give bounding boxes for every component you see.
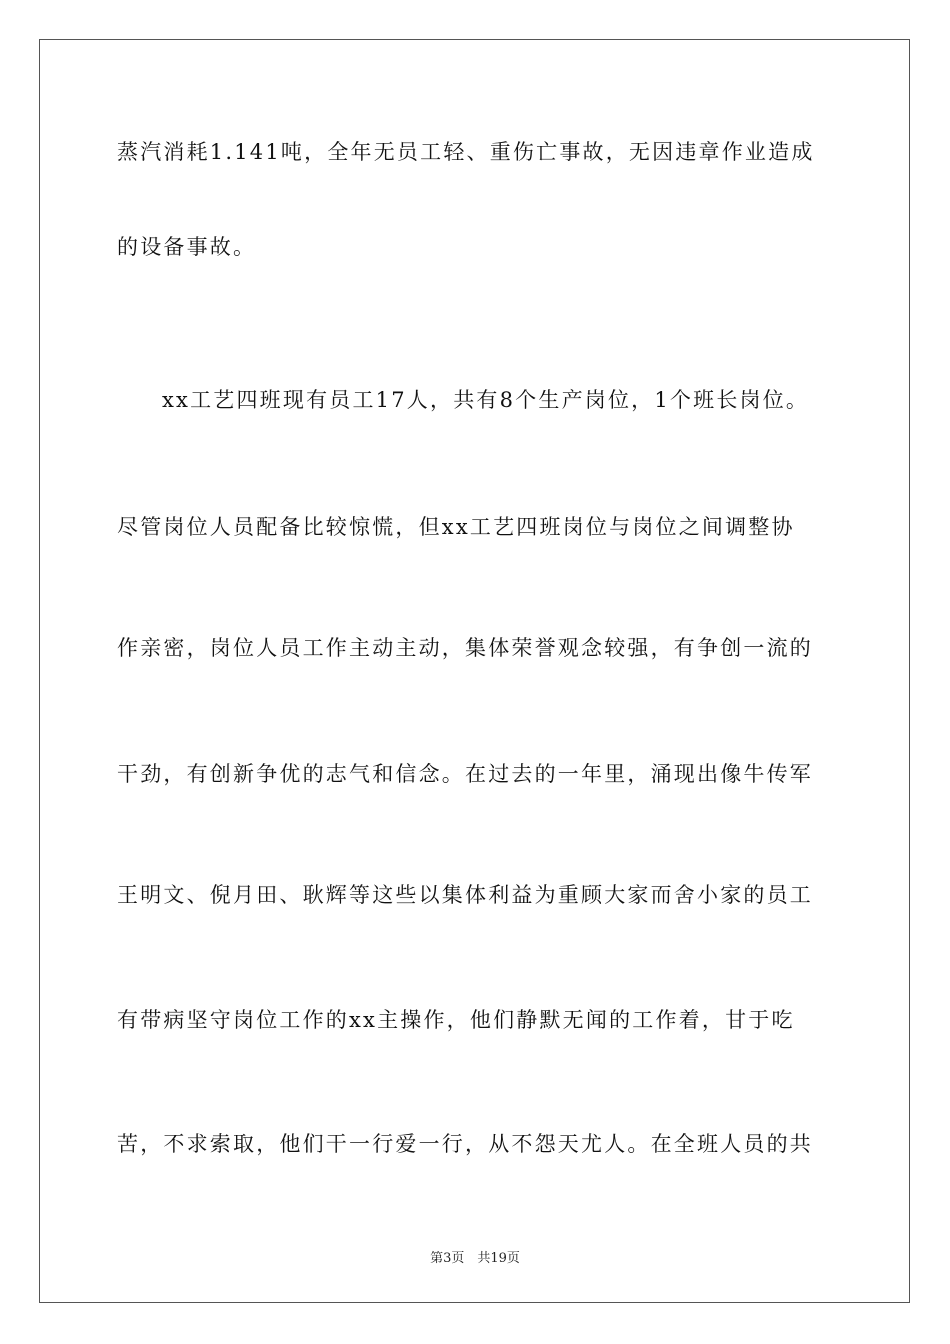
text-line-7: 王明文、倪月田、耿辉等这些以集体利益为重顾大家而舍小家的员工 — [117, 883, 813, 907]
text-line-3: xx工艺四班现有员工17人，共有8个生产岗位，1个班长岗位。 — [162, 388, 810, 412]
text-line-6: 干劲，有创新争优的志气和信念。在过去的一年里，涌现出像牛传军 — [117, 762, 813, 786]
text-line-8: 有带病坚守岗位工作的xx主操作，他们静默无闻的工作着，甘于吃 — [117, 1008, 795, 1032]
text-line-4: 尽管岗位人员配备比较惊慌，但xx工艺四班岗位与岗位之间调整协 — [117, 515, 795, 539]
text-line-1: 蒸汽消耗1.141吨，全年无员工轻、重伤亡事故，无因违章作业造成 — [117, 140, 815, 164]
page-number-footer: 第3页 共19页 — [430, 1251, 520, 1266]
page-border — [39, 39, 910, 1303]
text-line-9: 苦，不求索取，他们干一行爱一行，从不怨天尤人。在全班人员的共 — [117, 1132, 813, 1156]
text-line-5: 作亲密，岗位人员工作主动主动，集体荣誉观念较强，有争创一流的 — [117, 636, 813, 660]
text-line-2: 的设备事故。 — [117, 235, 257, 259]
